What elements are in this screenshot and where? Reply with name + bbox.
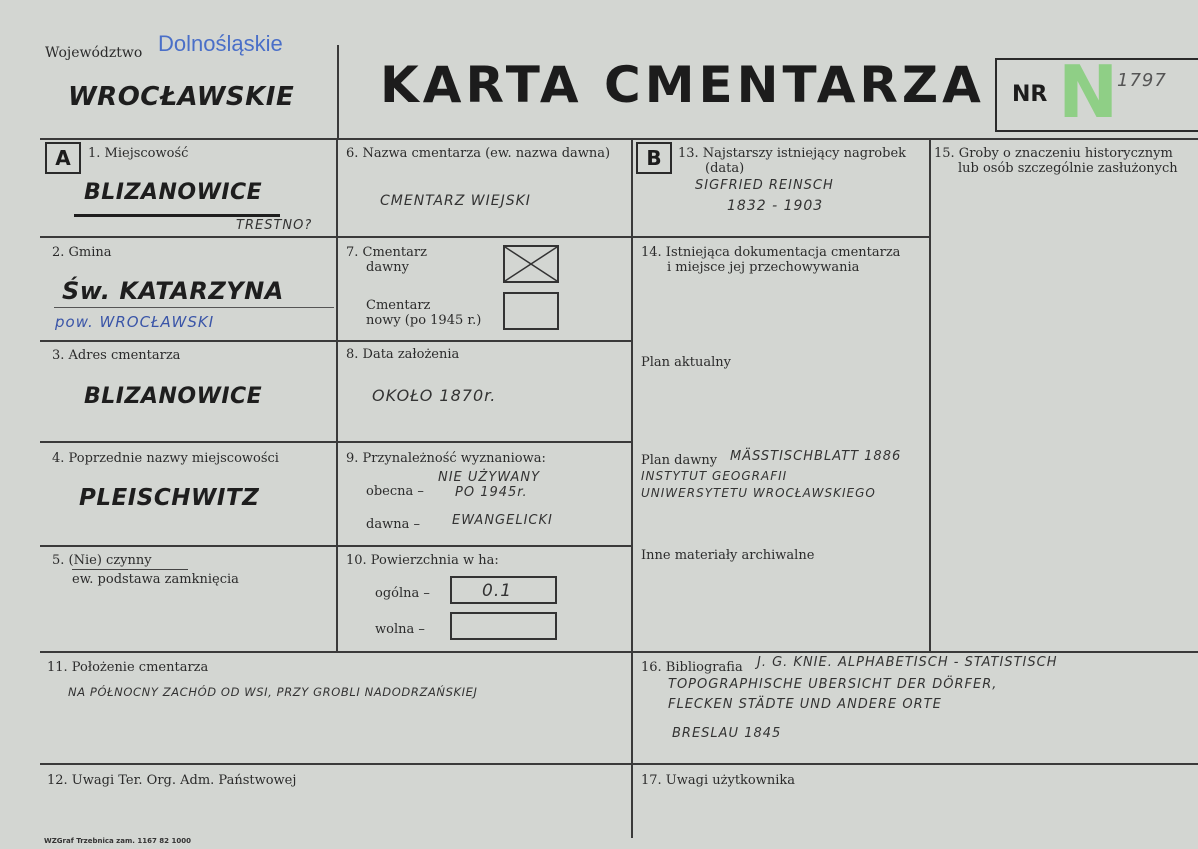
field-9-former-value: EWANGELICKI [452,513,553,528]
printer-footer: WZGraf Trzebnica zam. 1167 82 1000 [44,837,191,845]
section-b-marker: B [636,142,672,174]
field-7-label-2: dawny [366,260,409,275]
divider-b1 [632,236,930,238]
field-16-line-2: TOPOGRAPHISCHE UBERSICHT DER DÖRFER, [668,677,998,692]
wojewodztwo-label: Województwo [45,45,143,61]
field-9-former-label: dawna – [366,517,420,532]
divider-a4 [40,545,632,547]
field-2-label: 2. Gmina [52,245,112,260]
field-10-total-label: ogólna – [375,586,430,601]
field-2-underline [54,307,334,308]
field-17-label: 17. Uwagi użytkownika [641,773,796,788]
area-total-field[interactable] [450,576,557,604]
field-5-label: 5. (Nie) czynny [52,553,152,568]
field-10-free-label: wolna – [375,622,425,637]
field-7-new-label: Cmentarz [366,298,431,313]
field-16-label: 16. Bibliografia [641,660,743,675]
field-13-label-2: (data) [705,161,745,176]
field-1-label: 1. Miejscowość [88,146,189,161]
field-4-value: PLEISCHWITZ [79,485,260,511]
field-8-label: 8. Data założenia [346,347,460,362]
field-13-value-2: 1832 - 1903 [727,198,824,214]
nr-letter: N [1058,50,1119,134]
field-12-label: 12. Uwagi Ter. Org. Adm. Państwowej [47,773,297,788]
field-1-value: BLIZANOWICE [84,180,263,205]
area-free-field[interactable] [450,612,557,640]
wojewodztwo-value: WROCŁAWSKIE [68,82,295,112]
nr-value: 1797 [1117,70,1167,91]
field-7-label: 7. Cmentarz [346,245,427,260]
divider-col3 [929,138,931,653]
divider-header [337,45,339,138]
new-cemetery-checkbox[interactable] [503,292,559,330]
plan-former-value-2: INSTYTUT GEOGRAFII [641,469,788,483]
field-16-line-3: FLECKEN STÄDTE UND ANDERE ORTE [668,697,942,712]
field-11-value: NA PÓŁNOCNY ZACHÓD OD WSI, PRZY GROBLI NADODRZAŃSKIEJ [68,685,478,699]
field-3-label: 3. Adres cmentarza [52,348,181,363]
field-1-note: TRESTNO? [236,218,313,233]
divider-col1 [336,138,338,653]
field-14-label-2: i miejsce jej przechowywania [667,260,860,275]
field-16-line-1: J. G. KNIE. ALPHABETISCH - STATISTISCH [757,655,1058,670]
field-5-underline [72,569,188,570]
divider-a3 [40,441,632,443]
divider-top [40,138,1198,140]
field-15-label-2: lub osób szczególnie zasłużonych [958,161,1178,176]
field-5-sub: ew. podstawa zamknięcia [72,572,239,587]
field-7-new-label-2: nowy (po 1945 r.) [366,313,482,328]
divider-bottom2 [40,763,1198,765]
field-16-line-4: BRESLAU 1845 [672,726,782,741]
field-2-value: Św. KATARZYNA [62,277,284,305]
field-13-label: 13. Najstarszy istniejący nagrobek [678,146,907,161]
field-9-current-value-2: PO 1945r. [455,485,528,500]
plan-current-label: Plan aktualny [641,355,732,370]
divider-bottom1 [40,651,1198,653]
field-9-label: 9. Przynależność wyznaniowa: [346,451,546,466]
checked-cross-icon [505,247,557,281]
field-11-label: 11. Położenie cmentarza [47,660,209,675]
field-4-label: 4. Poprzednie nazwy miejscowości [52,451,279,466]
nr-label: NR [1012,82,1048,107]
page-title: KARTA CMENTARZA [380,56,985,114]
plan-former-label: Plan dawny [641,453,718,468]
old-cemetery-checkbox[interactable] [503,245,559,283]
divider-a1 [40,236,632,238]
plan-former-value-1: MÄSSTISCHBLATT 1886 [730,449,902,464]
field-2-sub: pow. WROCŁAWSKI [55,313,215,331]
wojewodztwo-stamp: Dolnośląskie [158,31,283,56]
field-3-value: BLIZANOWICE [84,384,263,409]
area-total-value: 0.1 [482,581,513,601]
field-9-current-label: obecna – [366,484,424,499]
divider-col2 [631,138,633,838]
section-a-marker: A [45,142,81,174]
field-10-label: 10. Powierzchnia w ha: [346,553,499,568]
plan-former-value-3: UNIWERSYTETU WROCŁAWSKIEGO [641,486,876,500]
field-15-label: 15. Groby o znaczeniu historycznym [934,146,1173,161]
field-9-current-value-1: NIE UŻYWANY [438,470,541,485]
other-materials-label: Inne materiały archiwalne [641,548,815,563]
divider-a2 [40,340,632,342]
field-13-value-1: SIGFRIED REINSCH [695,178,834,193]
field-1-underline [74,214,280,217]
field-14-label: 14. Istniejąca dokumentacja cmentarza [641,245,901,260]
field-6-value: CMENTARZ WIEJSKI [380,193,531,209]
field-8-value: OKOŁO 1870r. [372,386,497,405]
field-6-label: 6. Nazwa cmentarza (ew. nazwa dawna) [346,146,611,161]
